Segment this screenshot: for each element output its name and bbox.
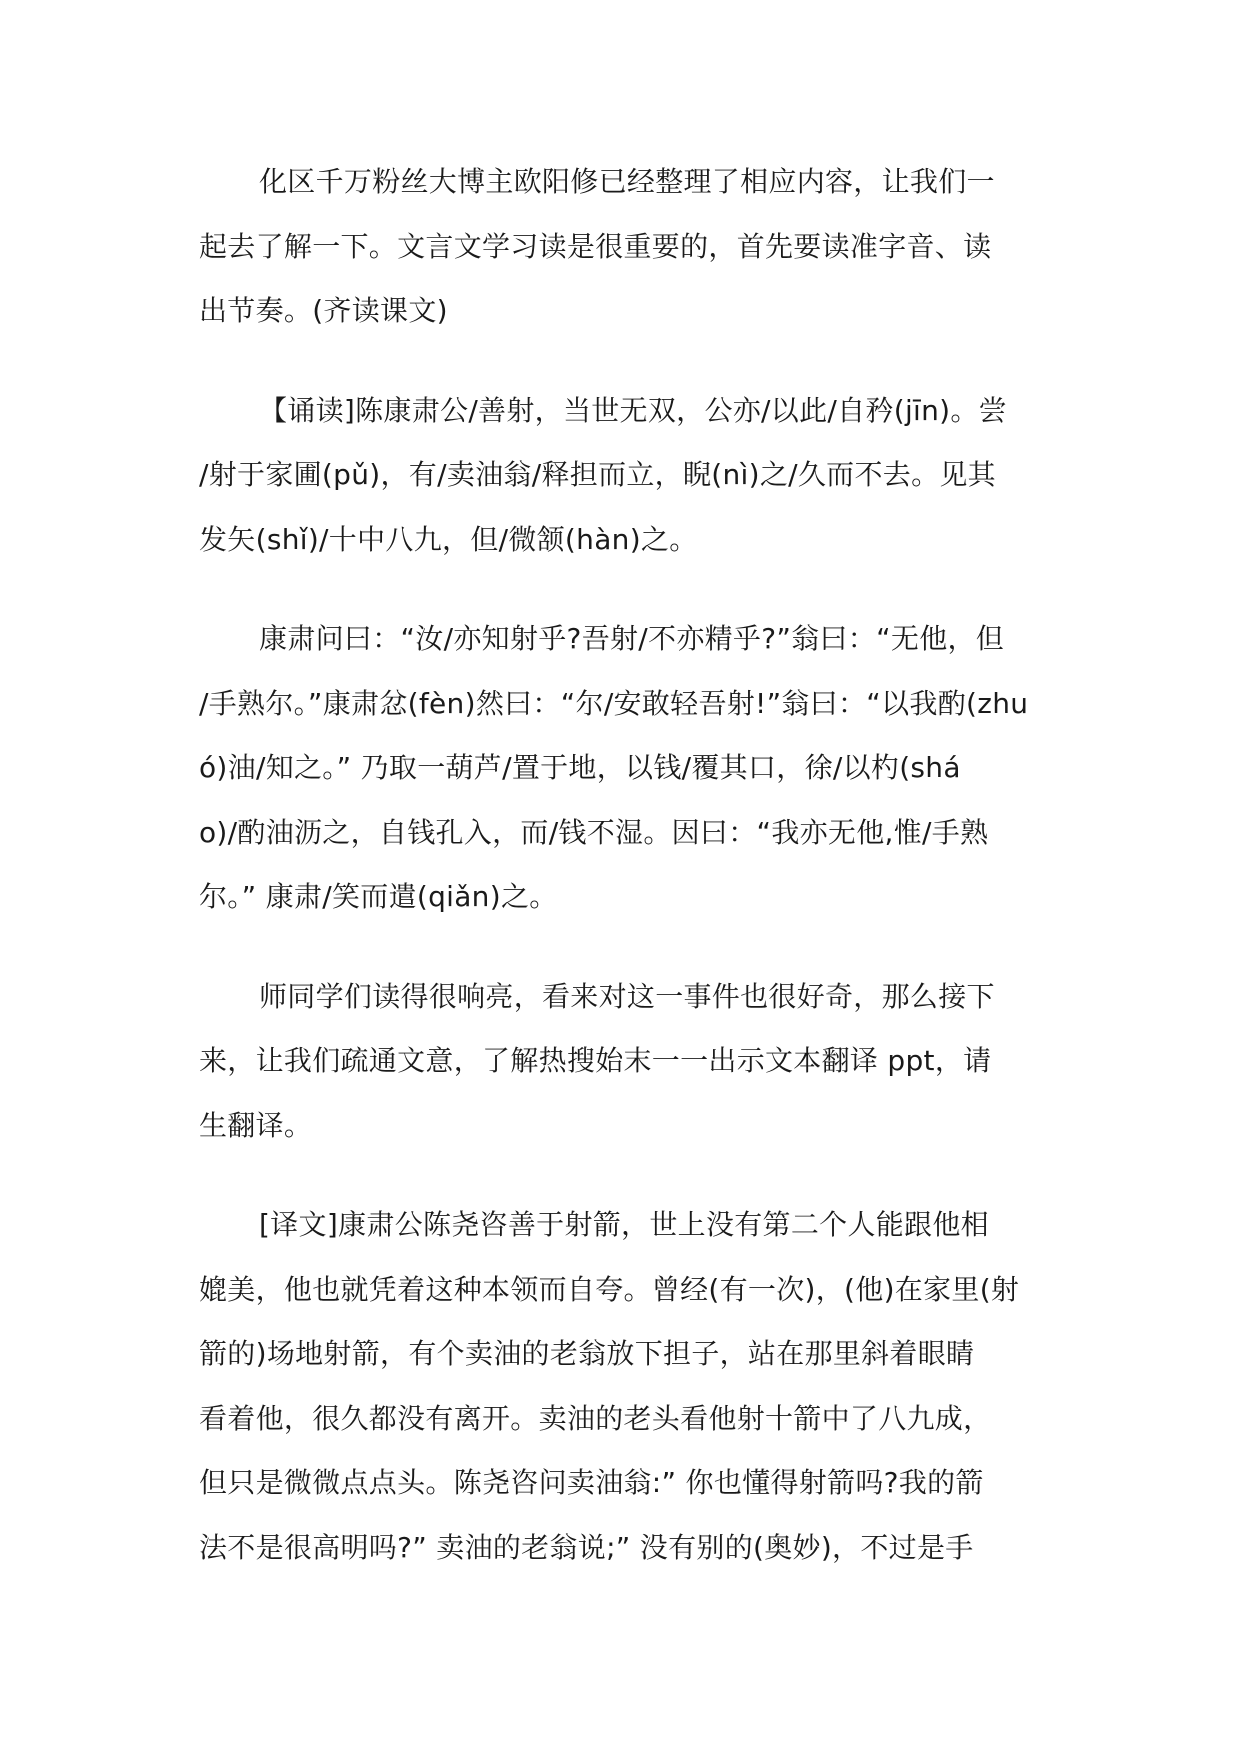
- text-line: 生翻译。: [199, 1108, 313, 1142]
- text-line: 尔。” 康肃/笑而遣(qiǎn)之。: [199, 880, 558, 913]
- text-line: 康肃问曰：“汝/亦知射乎?吾射/不亦精乎?”翁曰：“无他，但: [259, 622, 1005, 655]
- paragraph-translation: [199, 1193, 1059, 1580]
- text-line: 化区千万粉丝大博主欧阳修已经整理了相应内容，让我们一: [259, 165, 995, 198]
- text-line: 【诵读]陈康肃公/善射，当世无双，公亦/以此/自矜(jīn)。尝: [259, 393, 1007, 427]
- text-line: 出节奏。(齐读课文): [199, 294, 448, 327]
- text-line: 法不是很高明吗?” 卖油的老翁说;” 没有别的(奥妙)，不过是手: [199, 1530, 974, 1564]
- text-line: /射于家圃(pǔ)，有/卖油翁/释担而立，睨(nì)之/久而不去。见其: [199, 458, 996, 491]
- text-line: /手熟尔。”康肃忿(fèn)然曰：“尔/安敢轻吾射!”翁曰：“以我酌(zhu: [199, 686, 1029, 720]
- text-line: 媲美，他也就凭着这种本领而自夸。曾经(有一次)，(他)在家里(射: [199, 1272, 1020, 1306]
- paragraph-intro: [199, 150, 1059, 344]
- paragraph-recitation: [199, 379, 1059, 573]
- text-line: 箭的)场地射箭，有个卖油的老翁放下担子，站在那里斜着眼睛: [199, 1337, 975, 1370]
- text-line: ó)油/知之。” 乃取一葫芦/置于地，以钱/覆其口，徐/以杓(shá: [199, 751, 961, 784]
- text-line: 来，让我们疏通文意，了解热搜始末一一出示文本翻译 ppt，请: [199, 1044, 992, 1077]
- document-body: [199, 150, 1059, 1615]
- text-line: o)/酌油沥之，自钱孔入，而/钱不湿。因曰：“我亦无他,惟/手熟: [199, 815, 989, 849]
- text-line: 起去了解一下。文言文学习读是很重要的，首先要读准字音、读: [199, 229, 992, 263]
- text-line: 发矢(shǐ)/十中八九，但/微颔(hàn)之。: [199, 522, 698, 556]
- text-line: 看着他，很久都没有离开。卖油的老头看他射十箭中了八九成，: [199, 1401, 992, 1435]
- paragraph-teacher-note: [199, 965, 1059, 1159]
- text-line: [译文]康肃公陈尧咨善于射箭，世上没有第二个人能跟他相: [259, 1208, 989, 1241]
- text-line: 但只是微微点点头。陈尧咨问卖油翁:” 你也懂得射箭吗?我的箭: [199, 1466, 984, 1499]
- paragraph-dialogue: [199, 607, 1059, 930]
- text-line: 师同学们读得很响亮，看来对这一事件也很好奇，那么接下: [259, 979, 995, 1013]
